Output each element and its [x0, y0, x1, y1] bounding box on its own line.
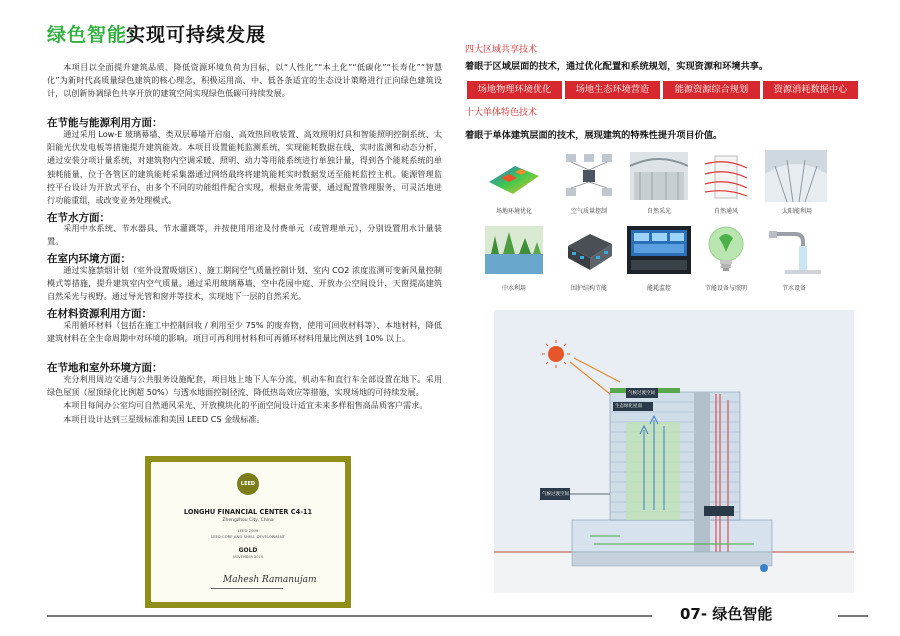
- energy-monitor-icon: [627, 226, 691, 274]
- tile-label-solar: 太阳能利用: [781, 208, 812, 215]
- intro-paragraph: 本项目以全面提升建筑品质、降低资源环境负荷为目标，以“人性化”“本土化”“低碳化”“长寿化”“智慧化”为新时代高质量绿色建筑的核心理念，积极运用高、中、低各条适宜的生态设计策略进行正向绿色建筑设计，以创新协调绿色共享开放的建筑空间实现绿色低碳可持续发展。: [47, 62, 442, 99]
- page-title-green: 绿色智能：: [47, 24, 148, 46]
- solar-icon: [765, 150, 827, 202]
- tech-box-site-ecology: 场地生态环境营造: [565, 81, 660, 99]
- section-text-site: [47, 373, 442, 426]
- section-heading-energy: 在节能与能源利用方面：: [47, 117, 163, 129]
- footer-page-label: 07- 绿色智能: [680, 605, 773, 623]
- section-label-climate-1: 气候过渡空间: [628, 391, 655, 396]
- single-tech-heading: 十大单体特色技术: [465, 108, 538, 118]
- leed-certificate: [145, 456, 351, 608]
- section-label-climate-2: 气候过渡空间: [542, 492, 569, 497]
- tile-label-lighting: 节能设备与照明: [704, 285, 747, 292]
- site-optimization-icon: [485, 152, 543, 200]
- leed-badge-icon: LEED: [237, 473, 259, 495]
- signature-line: [211, 588, 283, 589]
- envelope-icon: [560, 226, 618, 274]
- tile-label-air: 空气质量控制: [570, 208, 607, 215]
- certificate-level: GOLD: [238, 547, 258, 554]
- tile-label-water-saving: 节水设备: [781, 285, 806, 292]
- shared-tech-heading: 四大区域共享技术: [465, 45, 538, 55]
- daylighting-icon: [630, 152, 688, 200]
- section-text-energy: 通过采用 Low-E 玻璃幕墙、类双层幕墙开启扇、高效热回收装置、高效照明灯具和智能照明控制系统、太阳能光伏发电板等措施提升建筑能效。本项目设置能耗监测系统，实现能耗数据在线、实时监测和动态分析，通过安装分项计量系统，对建筑物内空调采暖、照明、动力等用能系统进行单独计量，得到各个能耗系统的单独耗能量，位于各管区的建筑能耗采集器通过网络最终将建筑能耗实时数据发送至能耗监控主机。能源管理监控平台设计为开放式平台，由多个不同的功能组件配合实现，根据业务需要，通过配置管理服务，可灵活地进行功能重组，或改变业务处理模式。: [47, 129, 442, 206]
- certificate-date: NOVEMBER 2016: [232, 555, 263, 559]
- section-text-water: 采用中水系统、节水器具、节水灌溉等，并按使用用途及付费单元（或管理单元），分别设置用水计量装置。: [47, 223, 442, 247]
- certificate-city: Zhengzhou City, China: [222, 518, 274, 523]
- tech-box-data-center: 资源消耗数据中心: [763, 81, 858, 99]
- tile-label-site: 场地环境优化: [495, 208, 532, 215]
- tile-label-ventilation: 自然通风: [713, 208, 738, 215]
- tile-label-energy: 能耗监控: [646, 285, 671, 292]
- certificate-signature: Mahesh Ramanujam: [223, 575, 317, 585]
- section-text-indoor: 通过实施禁烟计划（室外设置吸烟区）、施工期间空气质量控制计划、室内 CO2 浓度监测可变新风量控制模式等措施，提升建筑室内空气质量。通过采用玻璃幕墙、空中花园中庭、开放办公空间设计，天窗提高建筑自然采光与视野。通过导光管和窗井等技术，实现地下一层的自然采光。: [47, 265, 442, 302]
- footer-divider-right: [838, 615, 868, 617]
- section-text-site-extra1: 本项目每间办公室均可自然通风采光、开放模块化的平面空间设计适宜未来多样租售高品质客户需求。: [63, 400, 428, 411]
- page-title-black: 实现可持续发展: [126, 24, 267, 46]
- section-text-site-main: 充分利用周边交通与公共服务设施配套，项目地上地下人车分流，机动车和直行车全部设置在地下。采用绿色屋顶（屋顶绿化比例超 50%）与透水地面控制径流、降低热岛效应等措施，实现场地的可持续发展。: [47, 374, 442, 398]
- tile-label-envelope: 围护结构节能: [570, 285, 607, 292]
- water-reuse-icon: [485, 226, 543, 274]
- section-text-site-extra2: 本项目设计达到三星级标准和美国 LEED CS 金级标准。: [63, 413, 265, 424]
- tile-label-water-reuse: 中水利用: [501, 285, 526, 292]
- ventilation-icon: [697, 152, 755, 200]
- section-heading-site: 在节地和室外环境方面：: [47, 362, 163, 374]
- section-text-materials: 采用循环材料（包括在施工中控制回收 / 利用至少 75% 的废弃物，使用可回收材料等）、本地材料，降低建筑材料在全生命周期中对环境的影响。项目可再利用材料和可再循环材料用量比例达到 10% 以上。: [47, 320, 442, 344]
- tech-box-energy-planning: 能源资源综合规划: [663, 81, 760, 99]
- shared-tech-description: 着眼于区域层面的技术，通过优化配置和系统规划，实现资源和环境共享。: [465, 61, 769, 72]
- air-quality-icon: [560, 152, 618, 200]
- tech-box-site-physical: 场地物理环境优化: [467, 81, 562, 99]
- tile-label-daylight: 自然采光: [646, 208, 671, 215]
- water-saving-icon: [765, 222, 823, 278]
- section-heading-materials: 在材料资源利用方面：: [47, 308, 152, 320]
- section-heading-water: 在节水方面：: [47, 212, 110, 224]
- certificate-category: LEED CORE AND SHELL DEVELOPMENT: [210, 534, 285, 539]
- section-heading-indoor: 在室内环境方面：: [47, 253, 131, 265]
- single-tech-description: 着眼于单体建筑层面的技术，展现建筑的特殊性提升项目价值。: [465, 130, 723, 141]
- certificate-paper: [151, 462, 345, 602]
- certificate-version: LEED 2009: [237, 528, 259, 533]
- building-section-diagram: [494, 310, 854, 593]
- lighting-icon: [697, 222, 755, 278]
- certificate-project-name: LONGHU FINANCIAL CENTER C4-11: [183, 508, 313, 516]
- footer-divider-left: [47, 615, 652, 617]
- section-label-roof: 生态绿化屋面: [615, 404, 642, 409]
